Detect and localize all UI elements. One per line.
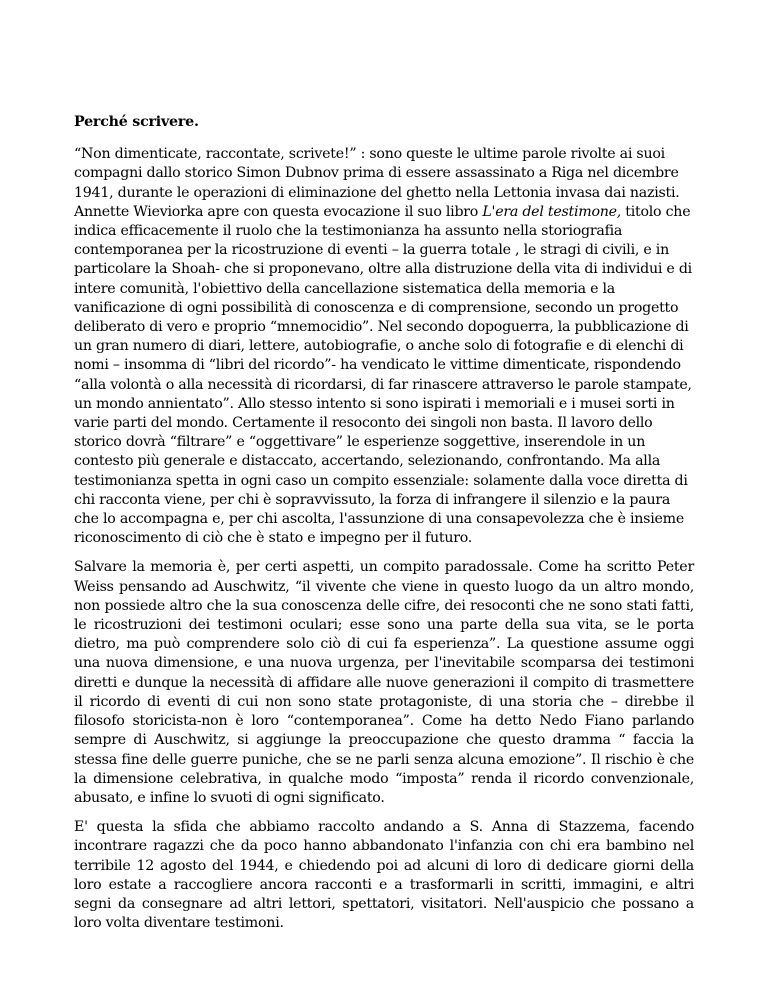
paragraph-1-text-end: titolo che indica efficacemente il ruolo che la testimonianza ha assunto nella storiografia contemporanea per la ricostruzione di eventi – la guerra totale , le stragi di civili, e in particolare la Shoah- che si proponevano, oltre alla distruzione della vita di individui e di intere comunità, l'obiettivo della cancellazione sistematica della memoria e la vanificazione di ogni possibilità di conoscenza e di comprensione, secondo un progetto deliberato di vero e proprio “mnemocidio”. Nel secondo dopoguerra, la pubblicazione di un gran numero di diari, lettere, autobiografie, o anche solo di fotografie e di elenchi di nomi – insomma di “libri del ricordo”- ha vendicato le vittime dimenticate, rispondendo “alla volontà o alla necessità di ricordarsi, di far rinascere attraverso le parole stampate, un mondo annientato”. Allo stesso intento si sono ispirati i memoriali e i musei sorti in varie parti del mondo. Certamente il resoconto dei singoli non basta. Il lavoro dello storico dovrà “filtrare” e “oggettivare” le esperienze soggettive, inserendole in un contesto più generale e distaccato, accertando, selezionando, confrontando. Ma alla testimonianza spetta in ogni caso un compito essenziale: solamente dalla voce diretta di chi racconta viene, per chi è sopravvissuto, la forza di infrangere il silenzio e la paura che lo accompagna e, per chi ascolta, l'assunzione di una consapevolezza che è insieme riconoscimento di ciò che è stato e impegno per il futuro. xyxy=(74,203,692,547)
paragraph-2: Salvare la memoria è, per certi aspetti, un compito paradossale. Come ha scritto Peter Weiss pensando ad Auschwitz, “il vivente che viene in questo luogo da un altro mondo, non possiede altro che la sua conoscenza delle cifre, dei resoconti che ne sono stati fatti, le ricostruzioni dei testimoni oculari; esse sono una parte della sua vita, se le porta dietro, ma può comprendere solo ciò di cui fa esperienza”. La questione assume oggi una nuova dimensione, e una nuova urgenza, per l'inevitabile scomparsa dei testimoni diretti e dunque la necessità di affidare alle nuove generazioni il compito di trasmettere il ricordo di eventi di cui non sono state protagoniste, di una storia che – direbbe il filosofo storicista-non è loro “contemporanea”. Come ha detto Nedo Fiano parlando sempre di Auschwitz, si aggiunge la preoccupazione che questo dramma “ faccia la stessa fine delle guerre puniche, che se ne parli senza alcuna emozione”. Il rischio è che la dimensione celebrativa, in qualche modo “imposta” renda il ricordo convenzionale, abusato, e infine lo svuoti di ogni significato. xyxy=(74,559,694,806)
document-title: Perché scrivere. xyxy=(74,114,199,130)
paragraph-1-text-start: “Non dimenticate, raccontate, scrivete!” : sono queste le ultime parole rivolte ai suoi compagni dallo storico Simon Dubnov prima di essere assassinato a Riga nel dicembre 1941, durante le operazioni di eliminazione del ghetto nella Lettonia invasa dai nazisti. Annette Wieviorka apre con questa evocazione il suo libro xyxy=(74,146,680,220)
paragraph-1 xyxy=(74,145,694,548)
book-title-italic: L'era del testimone, xyxy=(482,203,622,220)
paragraph-3: E' questa la sfida che abbiamo raccolto andando a S. Anna di Stazzema, facendo incontrare ragazzi che da poco hanno abbandonato l'infanzia con chi era bambino nel terribile 12 agosto del 1944, e chiedendo poi ad alcuni di loro di dedicare giorni della loro estate a raccogliere ancora racconti e a trasformarli in scritti, immagini, e altri segni da consegnare ad altri lettori, spettatori, visitatori. Nell'auspicio che possano a loro volta diventare testimoni. xyxy=(74,819,694,932)
document-page xyxy=(74,113,694,943)
